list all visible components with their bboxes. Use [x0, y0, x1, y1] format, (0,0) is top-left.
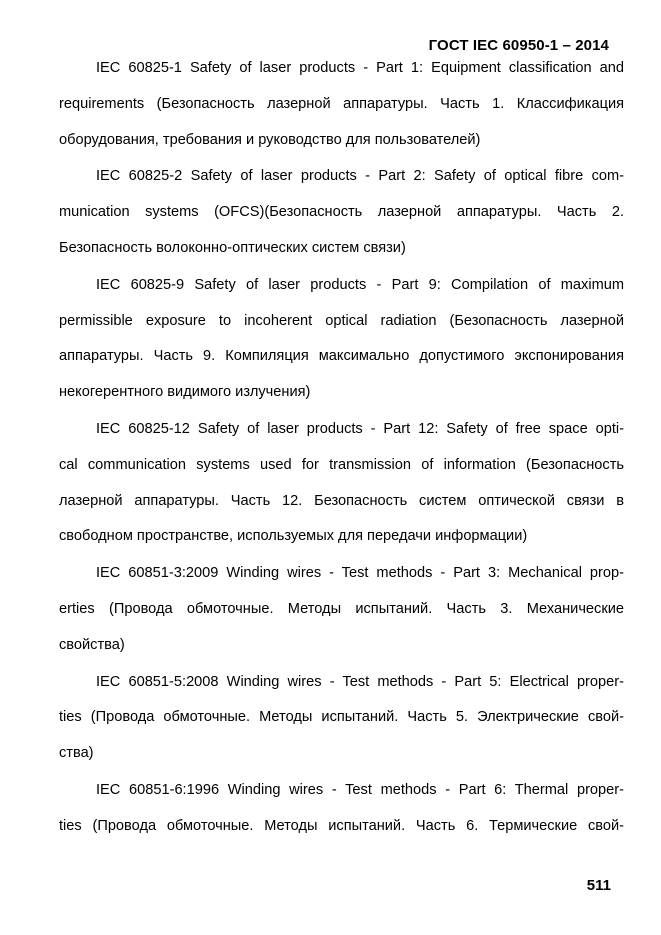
text-line: permissible exposure to incoherent optical radiation (Безопасность лазерной [59, 312, 624, 329]
text-line: erties (Провода обмоточные. Методы испытаний. Часть 3. Механические [59, 600, 624, 617]
reference-entry [59, 778, 624, 850]
text-line: Безопасность волоконно-оптических систем связи) [59, 239, 406, 256]
text-line: лазерной аппаратуры. Часть 12. Безопасность систем оптической связи в [59, 492, 624, 509]
text-line: IEC 60825-12 Safety of laser products - Part 12: Safety of free space opti- [96, 420, 624, 437]
reference-entry [59, 417, 624, 560]
text-line: ства) [59, 745, 94, 762]
text-line: ties (Провода обмоточные. Методы испытаний. Часть 5. Электрические свой- [59, 709, 624, 726]
text-line: IEC 60851-5:2008 Winding wires - Test methods - Part 5: Electrical proper- [96, 673, 624, 690]
page-number: 511 [586, 877, 611, 894]
text-line: munication systems (OFCS)(Безопасность лазерной аппаратуры. Часть 2. [59, 204, 624, 221]
reference-entry [59, 670, 624, 777]
reference-entry [59, 273, 624, 416]
text-line: cal communication systems used for transmission of information (Безопасность [59, 456, 624, 473]
document-body [59, 56, 624, 851]
text-line: requirements (Безопасность лазерной аппаратуры. Часть 1. Классификация [59, 95, 624, 112]
text-line: ties (Провода обмоточные. Методы испытаний. Часть 6. Термические свой- [59, 817, 624, 834]
text-line: некогерентного видимого излучения) [59, 384, 311, 401]
text-line: свойства) [59, 636, 125, 653]
text-line: IEC 60825-1 Safety of laser products - Part 1: Equipment classification and [96, 60, 624, 76]
text-line: IEC 60851-6:1996 Winding wires - Test methods - Part 6: Thermal proper- [96, 781, 624, 798]
reference-entry [59, 56, 624, 163]
standard-designation: ГОСТ IEC 60950-1 – 2014 [428, 37, 609, 54]
page-header [429, 37, 609, 54]
text-line: IEC 60851-3:2009 Winding wires - Test methods - Part 3: Mechanical prop- [96, 565, 624, 582]
reference-entry [59, 164, 624, 271]
text-line: свободном пространстве, используемых для передачи информации) [59, 528, 528, 545]
reference-entry [59, 561, 624, 668]
text-line: аппаратуры. Часть 9. Компиляция максимально допустимого экспонирования [59, 348, 624, 365]
text-line: IEC 60825-9 Safety of laser products - Part 9: Compilation of maximum [96, 276, 624, 293]
text-line: оборудования, требования и руководство для пользователей) [59, 131, 481, 148]
text-line: IEC 60825-2 Safety of laser products - Part 2: Safety of optical fibre com- [96, 168, 624, 185]
